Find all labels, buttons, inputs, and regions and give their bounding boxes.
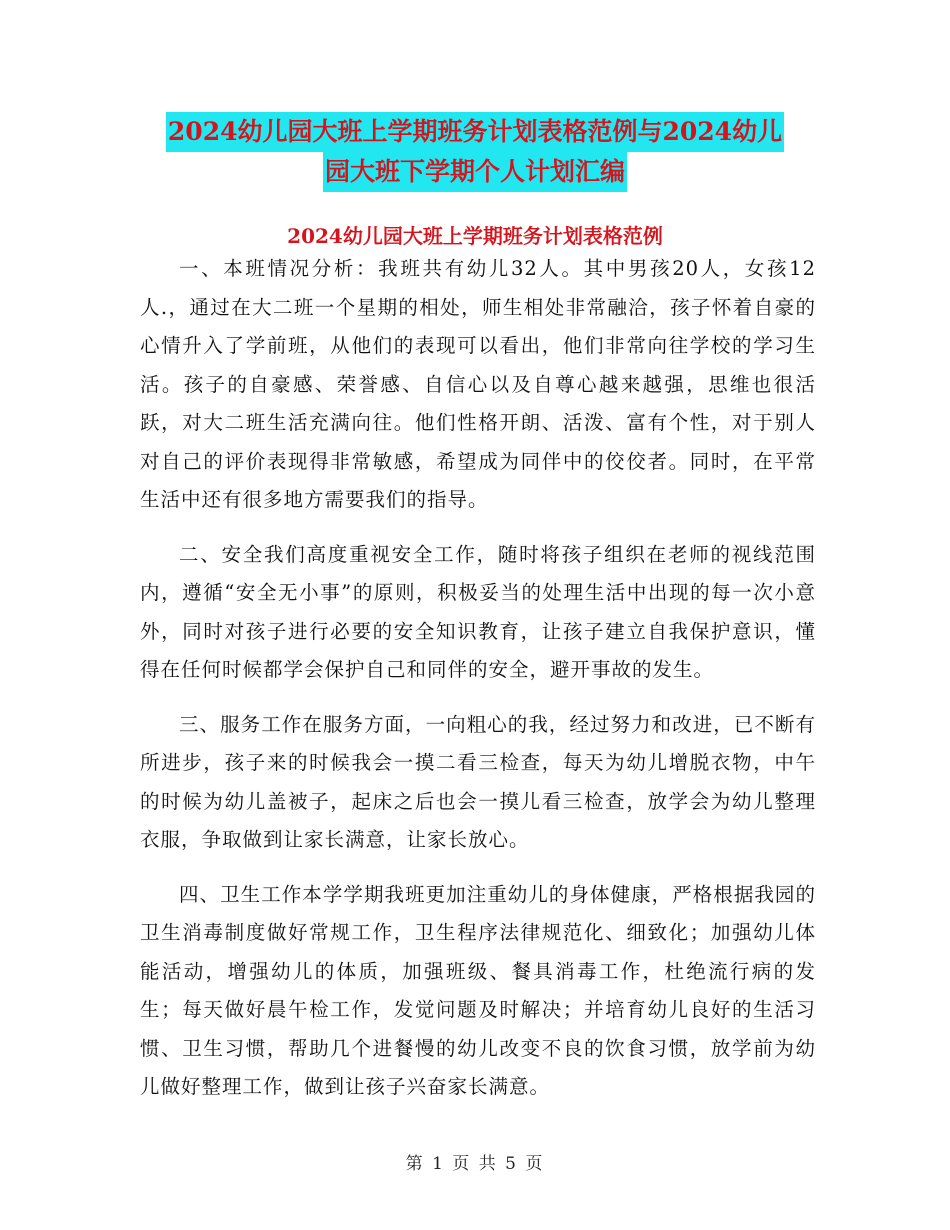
paragraph-hygiene: 四、卫生工作本学学期我班更加注重幼儿的身体健康，严格根据我园的卫生消毒制度做好常规工作，卫生程序法律规范化、细致化；加强幼儿体能活动，增强幼儿的体质，加强班级、餐具消毒工作，杜绝流行病的发生；每天做好晨午检工作，发觉问题及时解决；并培育幼儿良好的生活习惯、卫生习惯，帮助几个进餐慢的幼儿改变不良的饮食习惯，放学前为幼儿做好整理工作，做到让孩子兴奋家长满意。 xyxy=(140,882,816,1098)
paragraph-class-analysis: 一、本班情况分析：我班共有幼儿32人。其中男孩20人，女孩12人.，通过在大二班一个星期的相处，师生相处非常融洽，孩子怀着自豪的心情升入了学前班，从他们的表现可以看出，他们非常向往学校的学习生活。孩子的自豪感、荣誉感、自信心以及自尊心越来越强，思维也很活跃，对大二班生活充满向往。他们性格开朗、活泼、富有个性，对于别人对自己的评价表现得非常敏感，希望成为同伴中的佼佼者。同时，在平常生活中还有很多地方需要我们的指导。 xyxy=(140,257,816,511)
paragraph-safety: 二、安全我们高度重视安全工作，随时将孩子组织在老师的视线范围内，遵循“安全无小事”的原则，积极妥当的处理生活中出现的每一次小意外，同时对孩子进行必要的安全知识教育，让孩子建立自我保护意识，懂得在任何时候都学会保护自己和同伴的安全，避开事故的发生。 xyxy=(140,542,816,681)
paragraph-service: 三、服务工作在服务方面，一向粗心的我，经过努力和改进，已不断有所进步，孩子来的时候我会一摸二看三检查，每天为幼儿增脱衣物，中午的时候为幼儿盖被子，起床之后也会一摸儿看三检查，放学会为幼儿整理衣服，争取做到让家长满意，让家长放心。 xyxy=(140,712,816,851)
title-line-2: 园大班下学期个人计划汇编 xyxy=(323,152,627,192)
title-line-1: 2024幼儿园大班上学期班务计划表格范例与2024幼儿 xyxy=(166,112,784,152)
document-title xyxy=(140,112,810,192)
document-body xyxy=(140,250,816,1123)
page-number-footer: 第 1 页 共 5 页 xyxy=(405,1154,545,1174)
section-heading: 2024幼儿园大班上学期班务计划表格范例 xyxy=(287,224,663,248)
